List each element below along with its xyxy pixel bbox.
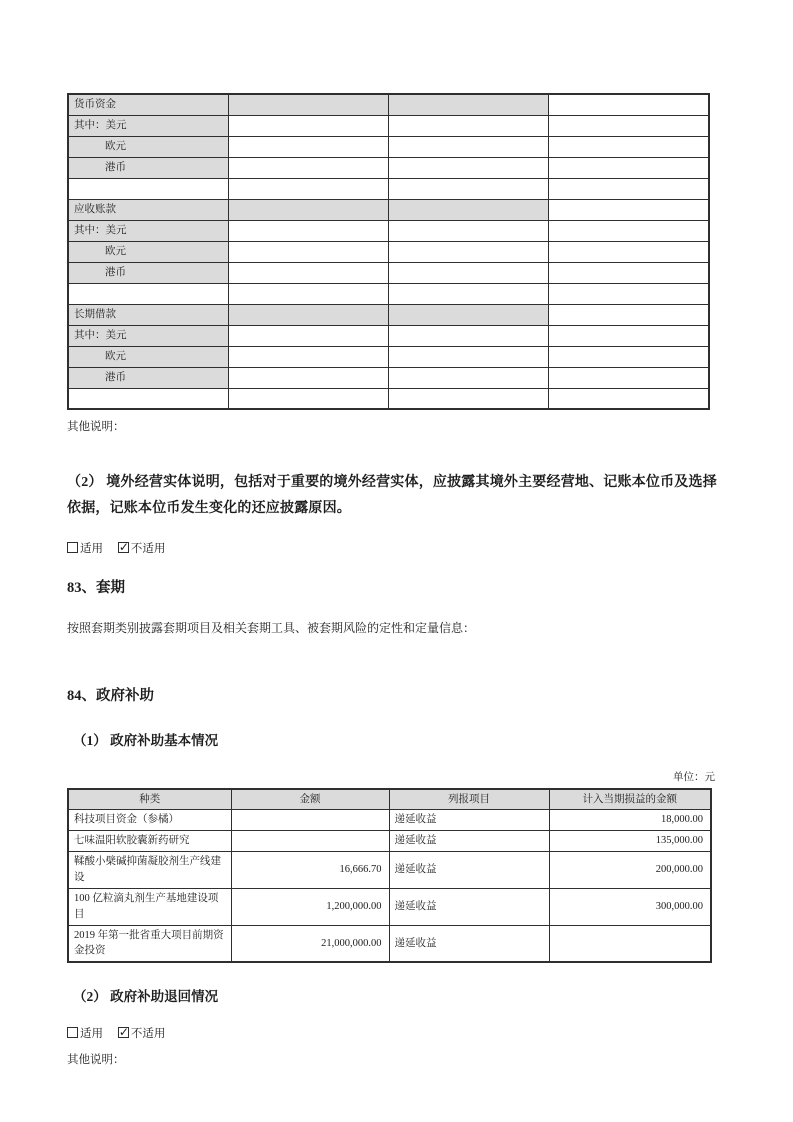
cell: [228, 304, 388, 325]
table-row: [68, 157, 709, 178]
table-row: [68, 283, 709, 304]
cell: [549, 388, 709, 409]
other-notes-label: 其他说明：: [67, 1054, 125, 1066]
table-row: [68, 262, 709, 283]
cell-category: 100 亿粒滴丸剂生产基地建设项目: [68, 888, 231, 925]
cell: [228, 136, 388, 157]
cell: [228, 283, 388, 304]
row-label: [68, 388, 228, 409]
option-label: 不适用: [130, 1028, 166, 1040]
cell: [389, 367, 549, 388]
cell: [228, 262, 388, 283]
cell: [549, 325, 709, 346]
table-row: [68, 388, 709, 409]
cell: [389, 325, 549, 346]
option-label: 不适用: [130, 543, 166, 555]
cell: [228, 346, 388, 367]
cell: [228, 157, 388, 178]
row-label: 港币: [68, 262, 228, 283]
cell: [549, 178, 709, 199]
cell: [228, 367, 388, 388]
cell-amount: 21,000,000.00: [231, 925, 389, 962]
cell-category: 七味温阳软胶囊新药研究: [68, 830, 231, 851]
cell-category: 鞣酸小檗碱抑菌凝胶剂生产线建设: [68, 851, 231, 888]
row-label: 其中：美元: [68, 325, 228, 346]
table-row: [68, 178, 709, 199]
cell: [549, 304, 709, 325]
cell: [228, 325, 388, 346]
section-83-body: 按照套期类别披露套期项目及相关套期工具、被套期风险的定性和定量信息：: [67, 621, 476, 635]
table-row: [68, 367, 709, 388]
row-label: 长期借款: [68, 304, 228, 325]
applicability-line: [67, 1025, 726, 1041]
subsidy-table: [67, 788, 712, 963]
column-header: 列报项目: [389, 789, 549, 809]
row-label: 应收账款: [68, 199, 228, 220]
cell: [389, 157, 549, 178]
cell: [549, 199, 709, 220]
section-84-heading: 84、政府补助: [67, 688, 154, 704]
cell-amount: [231, 809, 389, 830]
row-label: [68, 283, 228, 304]
cell-pl-amount: 200,000.00: [549, 851, 711, 888]
cell-presentation: 递延收益: [389, 851, 549, 888]
option-not-applicable: [118, 1028, 166, 1040]
row-label: 欧元: [68, 241, 228, 262]
subsidy-refund-subheading: （2） 政府补助退回情况: [73, 989, 219, 1004]
cell: [549, 346, 709, 367]
cell-pl-amount: [549, 925, 711, 962]
checkbox-unchecked-icon: [67, 1027, 78, 1038]
cell: [389, 199, 549, 220]
other-notes-label: 其他说明：: [67, 421, 125, 433]
cell: [389, 346, 549, 367]
column-header: 计入当期损益的金额: [549, 789, 711, 809]
overseas-entity-paragraph: （2） 境外经营实体说明，包括对于重要的境外经营实体，应披露其境外主要经营地、记账本位币及选择依据，记账本位币发生变化的还应披露原因。: [67, 475, 717, 516]
row-label: 港币: [68, 367, 228, 388]
option-not-applicable: [118, 543, 166, 555]
foreign-currency-table: [67, 93, 710, 410]
cell: [389, 388, 549, 409]
table-row: [68, 325, 709, 346]
checkbox-unchecked-icon: [67, 542, 78, 553]
row-label: 货币资金: [68, 94, 228, 115]
cell: [549, 262, 709, 283]
cell-presentation: 递延收益: [389, 830, 549, 851]
table-row: [68, 851, 711, 888]
row-label: [68, 178, 228, 199]
table-row: [68, 241, 709, 262]
row-label: 港币: [68, 157, 228, 178]
cell: [228, 199, 388, 220]
section-83-heading: 83、套期: [67, 580, 125, 596]
table-row: [68, 220, 709, 241]
option-label: 适用: [80, 543, 103, 555]
cell: [389, 283, 549, 304]
cell-pl-amount: 300,000.00: [549, 888, 711, 925]
cell: [549, 283, 709, 304]
cell: [228, 115, 388, 136]
option-applicable: [67, 543, 103, 555]
table-row: [68, 346, 709, 367]
cell-presentation: 递延收益: [389, 925, 549, 962]
cell: [228, 220, 388, 241]
cell-pl-amount: 18,000.00: [549, 809, 711, 830]
cell-presentation: 递延收益: [389, 888, 549, 925]
cell-presentation: 递延收益: [389, 809, 549, 830]
cell-amount: 16,666.70: [231, 851, 389, 888]
row-label: 其中：美元: [68, 220, 228, 241]
table-row: [68, 136, 709, 157]
applicability-line: [67, 540, 726, 556]
table-row: [68, 94, 709, 115]
cell: [389, 94, 549, 115]
table-row: [68, 115, 709, 136]
cell: [389, 262, 549, 283]
cell: [389, 115, 549, 136]
cell: [549, 220, 709, 241]
table-row: [68, 809, 711, 830]
cell: [549, 94, 709, 115]
row-label: 其中：美元: [68, 115, 228, 136]
cell: [228, 178, 388, 199]
unit-label: 单位：元: [673, 772, 715, 783]
cell: [389, 241, 549, 262]
cell: [389, 136, 549, 157]
table-row: [68, 304, 709, 325]
table-row: [68, 925, 711, 962]
row-label: 欧元: [68, 346, 228, 367]
cell-pl-amount: 135,000.00: [549, 830, 711, 851]
cell: [389, 178, 549, 199]
cell-amount: 1,200,000.00: [231, 888, 389, 925]
option-applicable: [67, 1028, 103, 1040]
cell: [549, 157, 709, 178]
table-row: [68, 830, 711, 851]
cell: [549, 115, 709, 136]
option-label: 适用: [80, 1028, 103, 1040]
cell-category: 科技项目资金（参橘）: [68, 809, 231, 830]
checkbox-checked-icon: [118, 1027, 129, 1038]
cell-amount: [231, 830, 389, 851]
cell-category: 2019 年第一批省重大项目前期资金投资: [68, 925, 231, 962]
checkbox-checked-icon: [118, 542, 129, 553]
column-header: 金额: [231, 789, 389, 809]
table-row: [68, 888, 711, 925]
cell: [549, 136, 709, 157]
column-header: 种类: [68, 789, 231, 809]
cell: [389, 220, 549, 241]
table-row: [68, 199, 709, 220]
cell: [389, 304, 549, 325]
cell: [549, 367, 709, 388]
cell: [228, 241, 388, 262]
cell: [549, 241, 709, 262]
cell: [228, 388, 388, 409]
table-header-row: [68, 789, 711, 809]
row-label: 欧元: [68, 136, 228, 157]
cell: [228, 94, 388, 115]
subsidy-basic-subheading: （1） 政府补助基本情况: [73, 733, 219, 748]
